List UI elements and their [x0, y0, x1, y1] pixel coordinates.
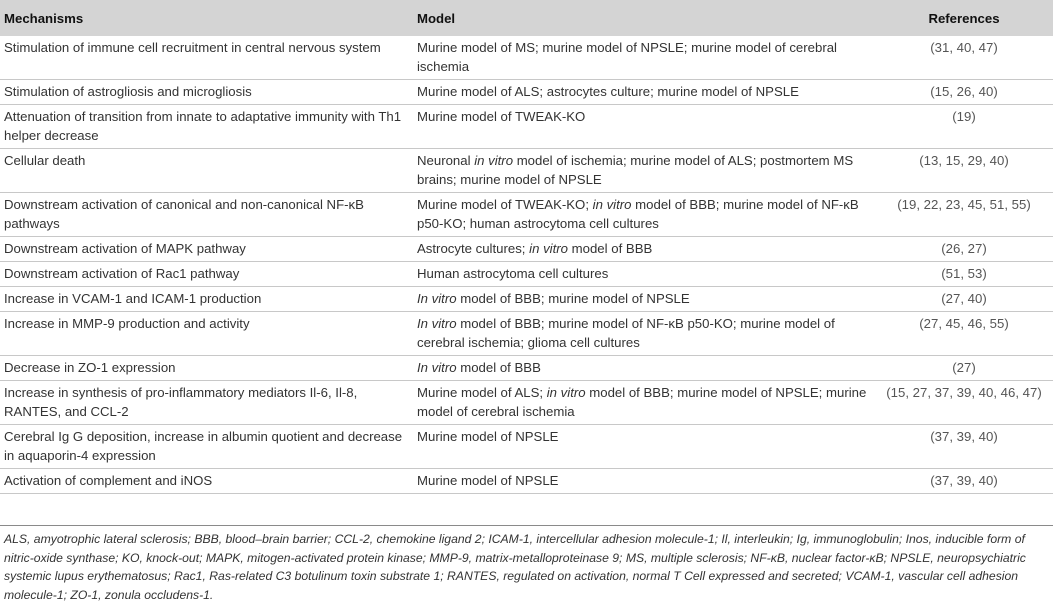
model-text: Murine model of TWEAK-KO [417, 109, 586, 124]
references-cell: (15, 27, 37, 39, 40, 46, 47) [875, 381, 1053, 425]
model-text: model of ischemia; murine model of ALS; postmortem MS brains; murine model of NPSLE [417, 153, 854, 187]
model-italic-text: in vitro [474, 153, 514, 168]
model-text: Neuronal [417, 153, 475, 168]
header-mechanisms: Mechanisms [0, 0, 413, 36]
table-row [0, 105, 1053, 149]
header-model: Model [413, 0, 875, 36]
model-cell [413, 193, 875, 237]
table-row [0, 80, 1053, 105]
model-text: Human astrocytoma cell cultures [417, 266, 609, 281]
model-italic-text: in vitro [546, 385, 586, 400]
mechanism-cell: Activation of complement and iNOS [0, 469, 413, 494]
references-cell: (13, 15, 29, 40) [875, 149, 1053, 193]
references-cell: (26, 27) [875, 237, 1053, 262]
model-text: Murine model of NPSLE [417, 429, 559, 444]
mechanism-cell: Cerebral Ig G deposition, increase in albumin quotient and decrease in aquaporin-4 expression [0, 425, 413, 469]
model-italic-text: in vitro [529, 241, 568, 256]
model-cell [413, 312, 875, 356]
model-text: model of BBB; murine model of NPSLE; murine model of cerebral ischemia [417, 385, 867, 419]
model-cell [413, 356, 875, 381]
references-cell: (19) [875, 105, 1053, 149]
references-cell: (37, 39, 40) [875, 469, 1053, 494]
mechanism-cell: Attenuation of transition from innate to adaptative immunity with Th1 helper decrease [0, 105, 413, 149]
model-cell [413, 287, 875, 312]
mechanism-cell: Increase in MMP-9 production and activity [0, 312, 413, 356]
model-cell [413, 237, 875, 262]
table-row [0, 149, 1053, 193]
model-italic-text: in vitro [592, 197, 632, 212]
table-row [0, 287, 1053, 312]
model-cell [413, 262, 875, 287]
table-row [0, 356, 1053, 381]
table-header-row [0, 0, 1053, 36]
model-text: model of BBB; murine model of NPSLE [456, 291, 690, 306]
model-cell [413, 36, 875, 80]
model-text: Murine model of NPSLE [417, 473, 559, 488]
mechanism-cell: Decrease in ZO-1 expression [0, 356, 413, 381]
mechanism-cell: Increase in VCAM-1 and ICAM-1 production [0, 287, 413, 312]
table-row [0, 193, 1053, 237]
table-row [0, 381, 1053, 425]
references-cell: (51, 53) [875, 262, 1053, 287]
model-cell [413, 381, 875, 425]
references-cell: (31, 40, 47) [875, 36, 1053, 80]
model-cell [413, 149, 875, 193]
table-row [0, 36, 1053, 80]
mechanism-cell: Downstream activation of MAPK pathway [0, 237, 413, 262]
model-cell [413, 425, 875, 469]
references-cell: (37, 39, 40) [875, 425, 1053, 469]
model-text: Murine model of MS; murine model of NPSLE; murine model of cerebral ischemia [417, 40, 837, 74]
mechanism-cell: Downstream activation of Rac1 pathway [0, 262, 413, 287]
references-cell: (27) [875, 356, 1053, 381]
model-cell [413, 80, 875, 105]
table-row [0, 312, 1053, 356]
mechanism-cell: Cellular death [0, 149, 413, 193]
references-cell: (19, 22, 23, 45, 51, 55) [875, 193, 1053, 237]
model-text: model of BBB; murine model of NF-κB p50-KO; murine model of cerebral ischemia; glioma cell cultures [417, 316, 835, 350]
table-footnote: ALS, amyotrophic lateral sclerosis; BBB, blood–brain barrier; CCL-2, chemokine ligand 2; ICAM-1, intercellular adhesion molecule-1; Il, interleukin; Ig, immunoglobulin; Inos, inducible form of nitric-oxide synthase; KO, knock-out; MAPK, mitogen-activated protein kinase; MMP-9, matrix-metalloproteinase 9; MS, multiple sclerosis; NF-κB, nuclear factor-κB; NPSLE, neuropsychiatric systemic lupus erythematosus; Rac1, Ras-related C3 botulinum toxin substrate 1; RANTES, regulated on activation, normal T Cell expressed and secreted; VCAM-1, vascular cell adhesion molecule-1; ZO-1, zonula occludens-1. [0, 525, 1053, 604]
header-references: References [875, 0, 1053, 36]
mechanism-cell: Stimulation of astrogliosis and microgliosis [0, 80, 413, 105]
model-cell [413, 105, 875, 149]
model-text: model of BBB [567, 241, 653, 256]
model-text: Murine model of TWEAK-KO; [417, 197, 593, 212]
model-text: Murine model of ALS; astrocytes culture; murine model of NPSLE [417, 84, 799, 99]
mechanism-cell: Stimulation of immune cell recruitment in central nervous system [0, 36, 413, 80]
model-text: Astrocyte cultures; [417, 241, 530, 256]
references-cell: (27, 40) [875, 287, 1053, 312]
references-cell: (15, 26, 40) [875, 80, 1053, 105]
model-text: model of BBB [456, 360, 541, 375]
model-cell [413, 469, 875, 494]
table-row [0, 262, 1053, 287]
table-row [0, 469, 1053, 494]
mechanism-cell: Downstream activation of canonical and non-canonical NF-κB pathways [0, 193, 413, 237]
model-text: model of BBB; murine model of NF-κB p50-KO; human astrocytoma cell cultures [417, 197, 859, 231]
table-body [0, 36, 1053, 494]
table-row [0, 425, 1053, 469]
references-cell: (27, 45, 46, 55) [875, 312, 1053, 356]
model-italic-text: In vitro [417, 360, 457, 375]
model-text: Murine model of ALS; [417, 385, 547, 400]
mechanism-cell: Increase in synthesis of pro-inflammatory mediators Il-6, Il-8, RANTES, and CCL-2 [0, 381, 413, 425]
table-row [0, 237, 1053, 262]
model-italic-text: In vitro [417, 316, 457, 331]
model-italic-text: In vitro [417, 291, 457, 306]
